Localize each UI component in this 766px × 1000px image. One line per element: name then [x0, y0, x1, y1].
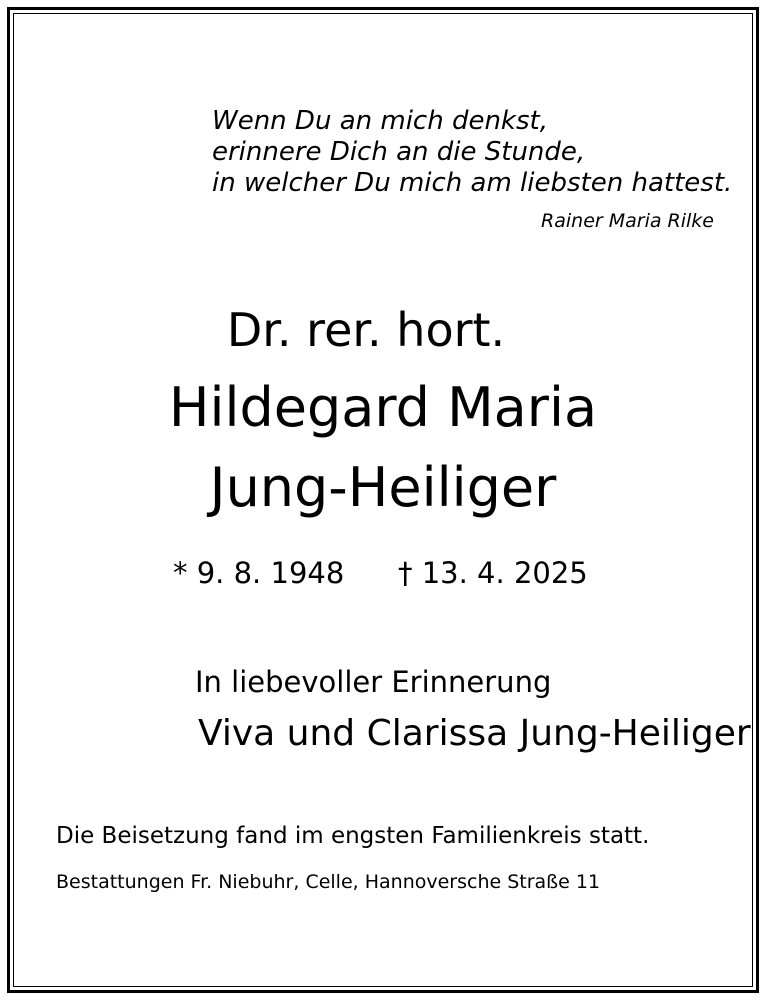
- deceased-surname: [0, 456, 766, 520]
- undertaker-info: Bestattungen Fr. Niebuhr, Celle, Hannoversche Straße 11: [56, 871, 601, 893]
- birth-date: * 9. 8. 1948: [173, 556, 345, 590]
- quote-line-2: erinnere Dich an die Stunde,: [212, 137, 586, 167]
- memory-intro: In liebevoller Erinnerung: [195, 665, 552, 699]
- deceased-surname-text: Jung-Heiliger: [209, 456, 557, 519]
- academic-title-text: Dr. rer. hort.: [226, 303, 506, 357]
- mourner-names: Viva und Clarissa Jung-Heiliger: [198, 713, 751, 754]
- quote-line-3: in welcher Du mich am liebsten hattest.: [212, 168, 733, 198]
- burial-note: Die Beisetzung fand im engsten Familienkreis statt.: [56, 823, 650, 849]
- deceased-given-names-text: Hildegard Maria: [168, 376, 598, 439]
- quote-author: Rainer Maria Rilke: [541, 210, 714, 232]
- poem-quote: [212, 106, 732, 199]
- academic-title: [0, 302, 766, 358]
- quote-line-1: Wenn Du an mich denkst,: [212, 106, 548, 136]
- death-date: † 13. 4. 2025: [398, 556, 588, 590]
- deceased-given-names: [0, 376, 766, 440]
